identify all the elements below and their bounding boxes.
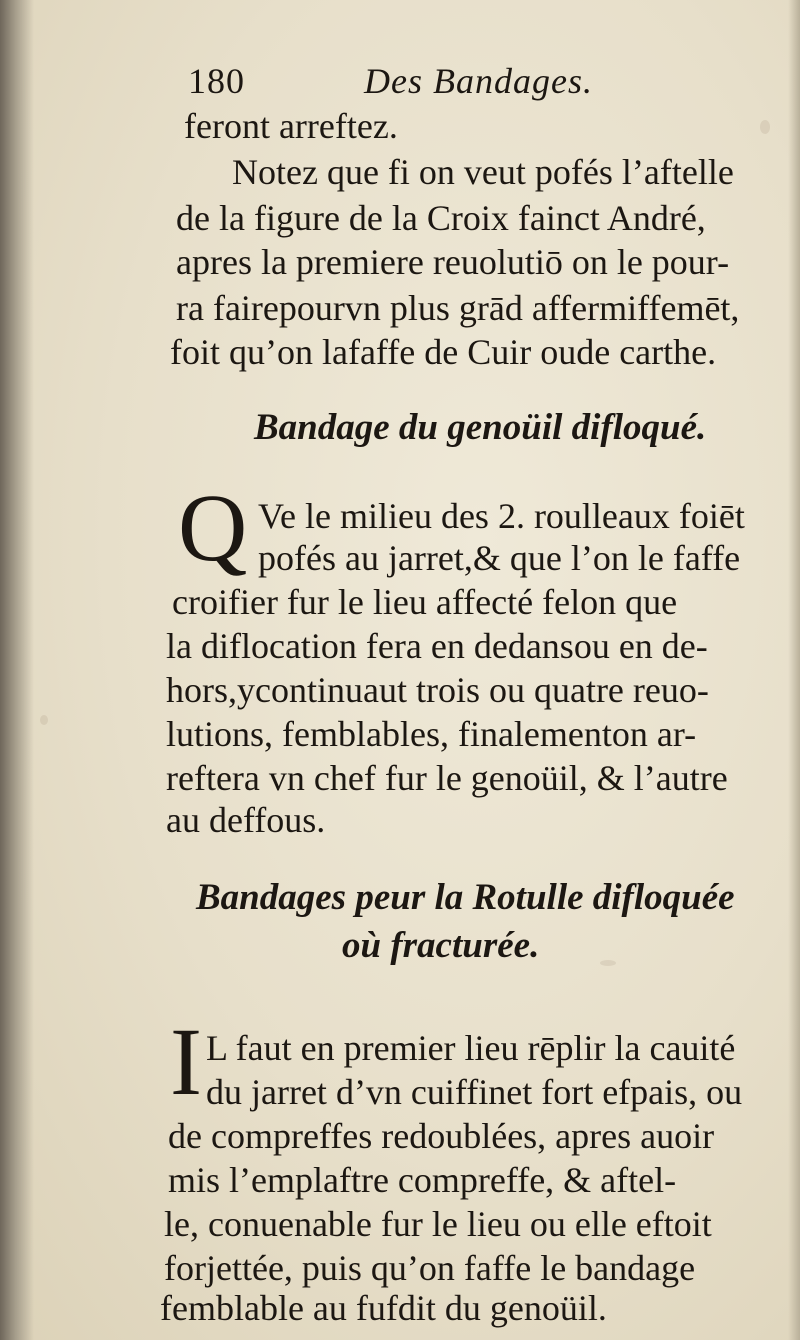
text-line: hors,ycontinuaut trois ou quatre reuo- (166, 670, 709, 710)
text-line: le, conuenable fur le lieu ou elle eftoit (164, 1204, 712, 1244)
page-edge (788, 0, 800, 1340)
text-line: Ve le milieu des 2. roulleaux foiēt (258, 496, 745, 536)
gutter-shadow (0, 0, 34, 1340)
text-line: Notez que fi on veut pofés l’aftelle (232, 152, 734, 192)
page-number: 180 (188, 61, 245, 101)
text-line: femblable au fufdit du genoüil. (160, 1288, 607, 1328)
text-line: du jarret d’vn cuiffinet fort efpais, ou (206, 1072, 743, 1112)
foxing-spot (40, 715, 48, 725)
running-head: Des Bandages. (364, 61, 593, 101)
text-line: mis l’emplaftre compreffe, & aftel- (168, 1160, 677, 1200)
section-heading: Bandage du genoüil difloqué. (254, 407, 707, 448)
text-line: foit qu’on lafaffe de Cuir oude carthe. (170, 332, 717, 372)
foxing-spot (600, 960, 616, 966)
text-line: croifier fur le lieu affecté felon que (172, 582, 678, 622)
text-line: au deffous. (166, 800, 326, 840)
text-line: la diflocation fera en dedansou en de- (166, 626, 708, 666)
text-line: L faut en premier lieu rēplir la cauité (206, 1028, 736, 1068)
text-line: de la figure de la Croix fainct André, (176, 198, 706, 238)
section-heading-continued: où fracturée. (342, 925, 540, 966)
drop-cap: I (170, 1008, 202, 1115)
drop-cap: Q (178, 474, 248, 581)
text-line: feront arreftez. (184, 106, 398, 146)
text-line: de compreffes redoublées, apres auoir (168, 1116, 715, 1156)
text-line: apres la premiere reuolutiō on le pour- (176, 242, 730, 282)
section-heading: Bandages peur la Rotulle difloquée (196, 877, 735, 918)
text-line: forjettée, puis qu’on faffe le bandage (164, 1248, 696, 1288)
text-line: pofés au jarret,& que l’on le faffe (258, 538, 741, 578)
text-line: ra fairepourvn plus grād affermiffemēt, (176, 288, 740, 328)
page-header (188, 60, 728, 110)
foxing-spot (760, 120, 770, 134)
text-line: lutions, femblables, finalementon ar- (166, 714, 697, 754)
text-line: reftera vn chef fur le genoüil, & l’autre (166, 758, 728, 798)
